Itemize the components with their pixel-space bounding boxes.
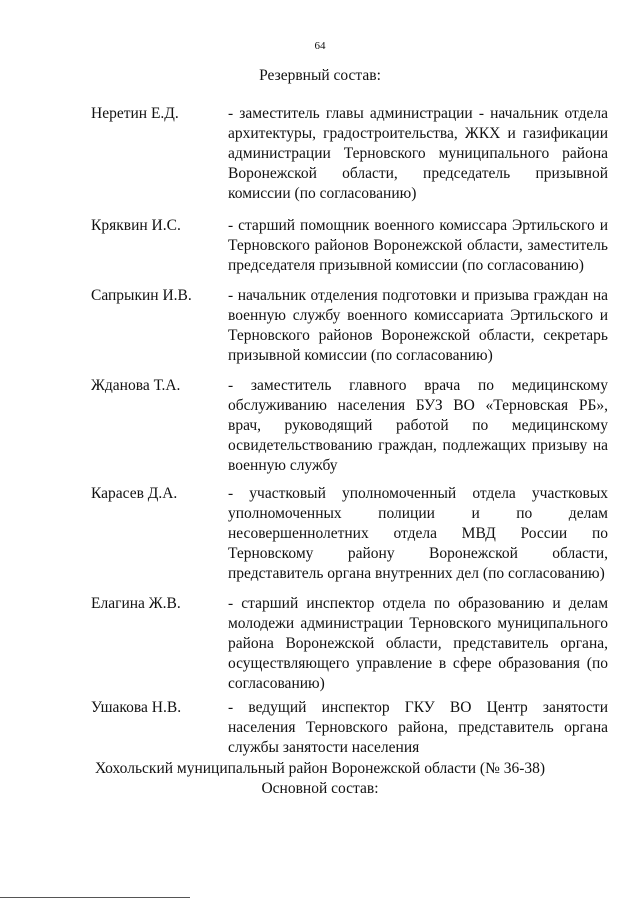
member-description: - заместитель главного врача по медицинскому обслуживанию населения БУЗ ВО «Терновская РБ», врач, руководящий работой по медицинскому освидетельствованию граждан, подлежащих призыву на военную службу bbox=[228, 377, 608, 474]
member-description: - заместитель главы администрации - начальник отдела архитектуры, градостроительства, ЖКХ и газификации администрации Терновского муниципального района Воронежской области, председатель призывной комиссии (по согласованию) bbox=[228, 105, 608, 202]
members-list bbox=[0, 104, 640, 758]
member-name: Неретин Е.Д. bbox=[91, 105, 179, 122]
main-composition-title: Основной состав: bbox=[261, 780, 379, 797]
footer-divider bbox=[0, 897, 190, 898]
member-entry bbox=[0, 104, 640, 216]
member-name: Кряквин И.С. bbox=[91, 217, 181, 234]
member-entry bbox=[0, 484, 640, 594]
member-entry bbox=[0, 376, 640, 484]
page-number: 64 bbox=[314, 40, 326, 52]
member-entry bbox=[0, 216, 640, 286]
member-name: Елагина Ж.В. bbox=[91, 595, 181, 612]
reserve-composition-title: Резервный состав: bbox=[259, 67, 381, 84]
member-name: Карасев Д.А. bbox=[91, 485, 178, 502]
member-name: Жданова Т.А. bbox=[91, 377, 181, 394]
member-description: - начальник отделения подготовки и призыва граждан на военную службу военного комиссариата Эртильского и Терновского районов Воронежской области, секретарь призывной комиссии (по согласованию) bbox=[228, 287, 608, 364]
member-description: - участковый уполномоченный отдела участковых уполномоченных полиции и по делам несовершеннолетних отдела МВД России по Терновскому району Воронежской области, представитель органа внутренних дел (по согласованию) bbox=[228, 485, 608, 582]
member-entry bbox=[0, 286, 640, 376]
district-title: Хохольский муниципальный район Воронежской области (№ 36-38) bbox=[94, 760, 546, 777]
member-entry bbox=[0, 594, 640, 698]
next-district-block bbox=[0, 759, 640, 799]
member-name: Ушакова Н.В. bbox=[91, 699, 182, 716]
member-description: - ведущий инспектор ГКУ ВО Центр занятости населения Терновского района, представитель органа службы занятости населения bbox=[228, 699, 608, 756]
member-entry bbox=[0, 698, 640, 758]
member-description: - старший помощник военного комиссара Эртильского и Терновского районов Воронежской области, заместитель председателя призывной комиссии (по согласованию) bbox=[228, 217, 608, 274]
member-name: Сапрыкин И.В. bbox=[91, 287, 192, 304]
member-description: - старший инспектор отдела по образованию и делам молодежи администрации Терновского муниципального района Воронежской области, представитель органа, осуществляющего управление в сфере образования (по согласованию) bbox=[228, 595, 608, 692]
